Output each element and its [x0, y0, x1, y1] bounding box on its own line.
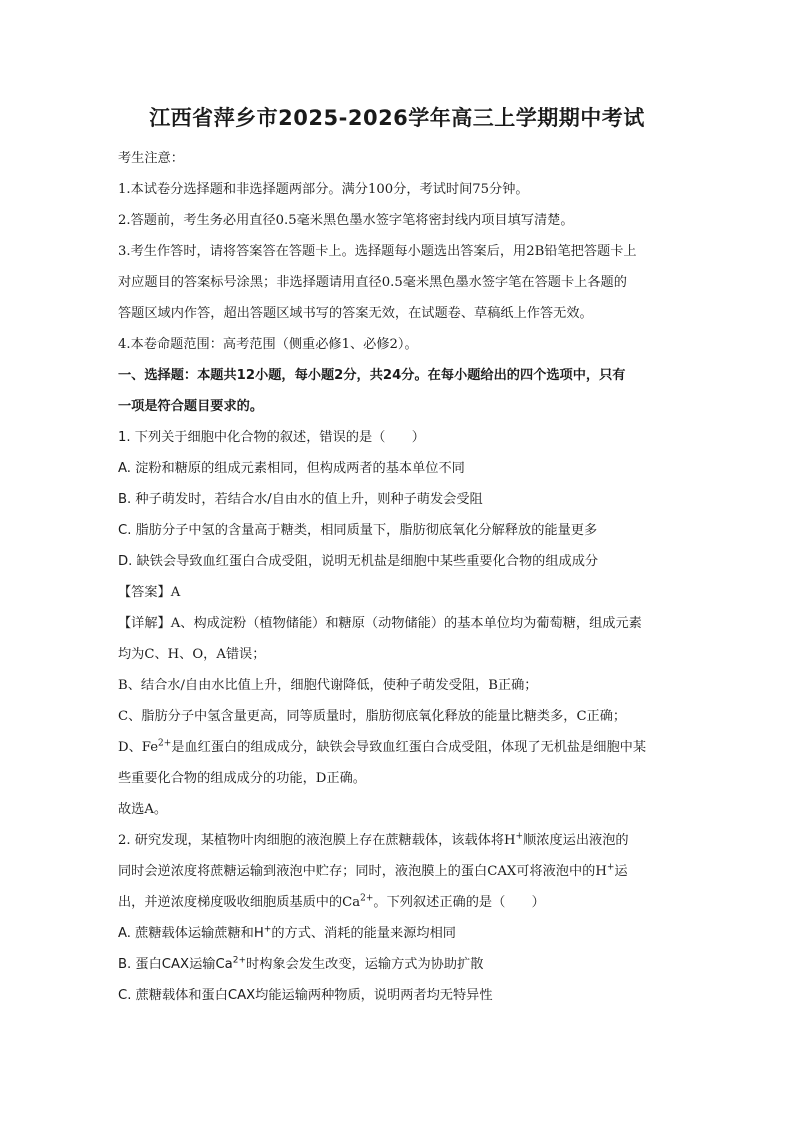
stem-text: 运 — [614, 864, 628, 879]
question-1-option-c: C. 脂肪分子中氢的含量高于糖类，相同质量下，脂肪彻底氧化分解释放的能量更多 — [118, 523, 598, 538]
superscript: 2+ — [158, 738, 172, 749]
notice-item: 2.答题前，考生务必用直径0.5毫米黑色墨水签字笔将密封线内项目填写清楚。 — [118, 213, 574, 228]
question-2-stem — [118, 856, 678, 887]
question-1-conclusion: 故选A。 — [118, 802, 168, 817]
question-2-option-c: C. 蔗糖载体和蛋白CAX均能运输两种物质，说明两者均无特异性 — [118, 988, 493, 1003]
detail-text: D、Fe — [118, 740, 158, 755]
notice-item: 4.本卷命题范围：高考范围（侧重必修1、必修2）。 — [118, 337, 418, 352]
question-2-option-a — [118, 918, 678, 949]
question-2-stem — [118, 887, 678, 918]
notice-item: 对应题目的答案标号涂黑；非选择题请用直径0.5毫米黑色墨水签字笔在答题卡上各题的 — [118, 275, 627, 290]
superscript: + — [515, 831, 524, 842]
section-heading-cont: 一项是符合题目要求的。 — [118, 399, 264, 414]
question-1-detail: 【详解】A、构成淀粉（植物储能）和糖原（动物储能）的基本单位均为葡萄糖，组成元素 — [118, 616, 642, 631]
stem-text: 2. 研究发现，某植物叶肉细胞的液泡膜上存在蔗糖载体，该载体将H — [118, 833, 516, 848]
option-text: B. 蛋白CAX运输Ca — [118, 957, 233, 972]
question-1-answer: 【答案】A — [118, 585, 181, 600]
superscript: 2+ — [232, 955, 247, 966]
notice-item: 1.本试卷分选择题和非选择题两部分。满分100分，考试时间75分钟。 — [118, 182, 529, 197]
notice-item: 答题区域内作答，超出答题区域书写的答案无效，在试题卷、草稿纸上作答无效。 — [118, 306, 593, 321]
option-text: 的方式、消耗的能量来源均相同 — [271, 926, 456, 941]
question-1-detail: 些重要化合物的组成成分的功能，D正确。 — [118, 771, 366, 786]
superscript: + — [263, 924, 272, 935]
exam-content — [118, 143, 678, 1011]
stem-text: 。下列叙述正确的是（ ） — [373, 895, 545, 910]
question-1-option-d: D. 缺铁会导致血红蛋白合成受阻，说明无机盐是细胞中某些重要化合物的组成成分 — [118, 554, 599, 569]
option-text: 时构象会发生改变，运输方式为协助扩散 — [246, 957, 484, 972]
question-2-option-b — [118, 949, 678, 980]
stem-text: 顺浓度运出液泡的 — [523, 833, 629, 848]
question-1-detail: B、结合水/自由水比值上升，细胞代谢降低，使种子萌发受阻，B正确； — [118, 678, 538, 693]
section-heading: 一、选择题：本题共12小题，每小题2分，共24分。在每小题给出的四个选项中，只有 — [118, 368, 626, 383]
question-1-option-a: A. 淀粉和糖原的组成元素相同，但构成两者的基本单位不同 — [118, 461, 465, 476]
detail-text: 是血红蛋白的组成成分，缺铁会导致血红蛋白合成受阻，体现了无机盐是细胞中某 — [171, 740, 647, 755]
option-text: A. 蔗糖载体运输蔗糖和H — [118, 926, 264, 941]
superscript: + — [606, 862, 615, 873]
notice-item: 3.考生作答时，请将答案答在答题卡上。选择题每小题选出答案后，用2B铅笔把答题卡上 — [118, 244, 637, 259]
stem-text: 出，并逆浓度梯度吸收细胞质基质中的Ca — [118, 895, 361, 910]
superscript: 2+ — [360, 893, 374, 904]
question-1-detail: 均为C、H、O，A错误； — [118, 647, 266, 662]
question-1-detail — [118, 732, 678, 763]
question-1-detail: C、脂肪分子中氢含量更高，同等质量时，脂肪彻底氧化释放的能量比糖类多，C正确； — [118, 709, 627, 724]
exam-title: 江西省萍乡市2025-2026学年高三上学期期中考试 — [149, 106, 645, 130]
question-1-stem: 1. 下列关于细胞中化合物的叙述，错误的是（ ） — [118, 430, 425, 445]
stem-text: 同时会逆浓度将蔗糖运输到液泡中贮存；同时，液泡膜上的蛋白CAX可将液泡中的H — [118, 864, 607, 879]
question-1-option-b: B. 种子萌发时，若结合水/自由水的值上升，则种子萌发会受阻 — [118, 492, 483, 507]
notice-heading: 考生注意： — [118, 151, 184, 166]
question-2-stem — [118, 825, 678, 856]
